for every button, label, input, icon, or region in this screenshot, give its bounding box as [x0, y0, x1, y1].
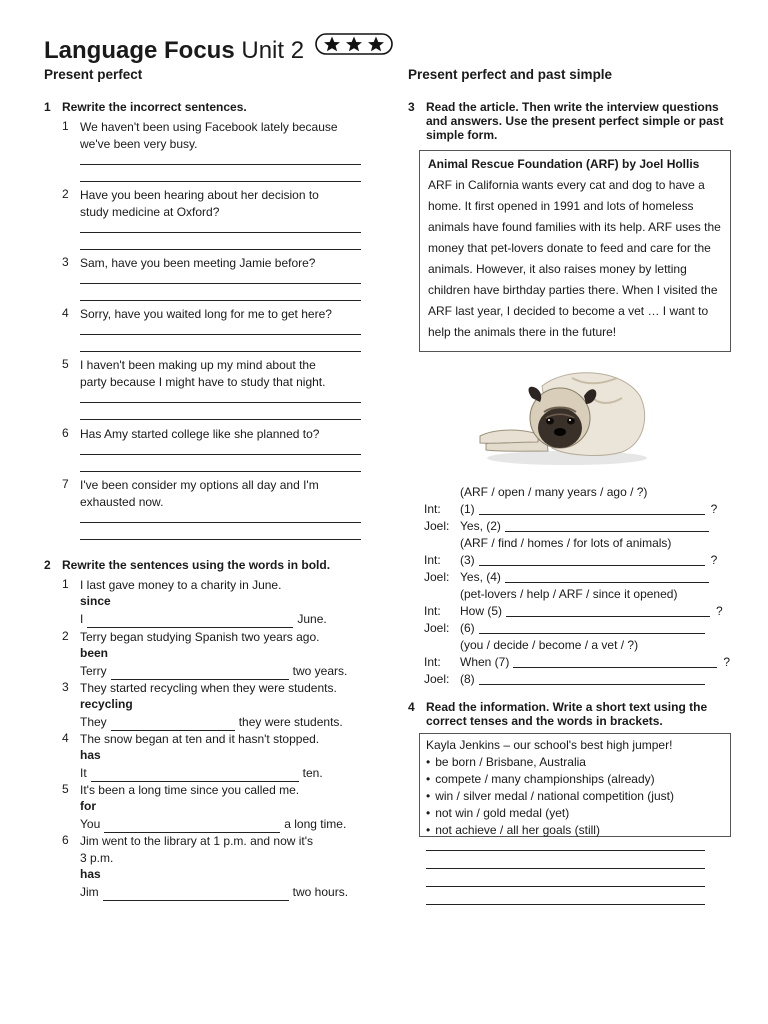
question-text [80, 187, 362, 221]
question-text [80, 477, 362, 511]
bullet-icon: • [426, 755, 431, 769]
answer-start: Yes, (2) [460, 519, 501, 533]
speaker-label-int: Int: [424, 502, 441, 516]
question-text: Terry began studying Spanish two years ago. [80, 630, 320, 644]
keyword: been [80, 646, 109, 660]
bullet-text: not achieve / all her goals (still) [435, 823, 600, 837]
answer-row [80, 663, 347, 680]
answer-start: You [80, 817, 101, 831]
info-bullet [426, 754, 724, 771]
question-text: They started recycling when they were students. [80, 681, 337, 695]
question-line-1: Have you been hearing about her decision to [80, 188, 319, 202]
question-text: It's been a long time since you called me. [80, 783, 300, 797]
exercise-1-heading [44, 100, 247, 114]
answer-start: Jim [80, 885, 99, 899]
question-line-1: I've been consider my options all day and I'm [80, 478, 319, 492]
answer-line[interactable] [80, 351, 361, 352]
keyword: has [80, 748, 101, 762]
interview-question [460, 552, 717, 569]
answer-blank[interactable] [111, 667, 289, 680]
question-blank[interactable] [506, 604, 710, 617]
answer-blank[interactable] [505, 570, 709, 583]
question-text: Jim went to the library at 1 p.m. and now it's [80, 834, 314, 848]
bullet-text: not win / gold medal (yet) [435, 806, 570, 820]
question-text [80, 255, 362, 272]
answer-line[interactable] [426, 850, 705, 851]
speaker-label-int: Int: [424, 604, 441, 618]
answer-start: It [80, 766, 87, 780]
keyword: recycling [80, 697, 133, 711]
question-number: 5 [62, 782, 69, 796]
keyword: has [80, 867, 101, 881]
question-text [80, 357, 362, 391]
exercise-instruction: Read the article. Then write the interview questions and answers. Use the present perfect simple or past simple form. [426, 100, 724, 142]
answer-line[interactable] [426, 868, 705, 869]
question-blank[interactable] [479, 502, 705, 515]
answer-blank[interactable] [479, 672, 705, 685]
three-star-icon [315, 33, 393, 55]
interview-answer [460, 569, 709, 586]
question-text [80, 119, 362, 153]
answer-row [80, 714, 343, 731]
keyword: for [80, 799, 96, 813]
answer-start: Yes, (4) [460, 570, 501, 584]
info-box-title: Kayla Jenkins – our school's best high jumper! [426, 738, 673, 752]
question-number: 6 [62, 426, 69, 440]
answer-line[interactable] [80, 522, 361, 523]
speaker-label-int: Int: [424, 553, 441, 567]
speaker-label-joel: Joel: [424, 570, 450, 584]
title-bold: Language Focus [44, 37, 235, 64]
info-box [419, 733, 731, 837]
answer-blank[interactable] [111, 718, 235, 731]
question-mark: ? [716, 604, 723, 618]
answer-line[interactable] [80, 249, 361, 250]
exercise-2-heading [44, 558, 330, 572]
answer-line[interactable] [80, 539, 361, 540]
exercise-3-heading [408, 100, 728, 142]
section-heading-present-perfect: Present perfect [44, 67, 143, 82]
answer-line[interactable] [80, 300, 361, 301]
question-number: 3 [62, 255, 69, 269]
question-line-1: Sorry, have you waited long for me to get here? [80, 307, 332, 321]
answer-line[interactable] [80, 164, 361, 165]
interview-prompt: (you / decide / become / a vet / ?) [460, 638, 639, 652]
answer-line[interactable] [80, 471, 361, 472]
article-body: ARF in California wants every cat and dog to have a home. It first opened in 1991 and lots of homeless animals have found families with its help. ARF uses the money that pet-lovers donate to feed and care for the animals. However, it also raises money by letting children have birthday parties there. When I visited the ARF last year, I decided to become a vet … I want to help the animals there in the future! [428, 178, 721, 339]
interview-question [460, 654, 730, 671]
exercise-number: 1 [44, 100, 51, 114]
bullet-text: win / silver medal / national competition (just) [435, 789, 674, 803]
answer-blank[interactable] [91, 769, 299, 782]
question-number: 6 [62, 833, 69, 847]
interview-answer [460, 518, 709, 535]
article-box [419, 150, 731, 352]
interview-prompt: (ARF / find / homes / for lots of animals) [460, 536, 672, 550]
answer-end: a long time. [284, 817, 347, 831]
page-title [44, 33, 393, 66]
interview-prompt: (ARF / open / many years / ago / ?) [460, 485, 648, 499]
answer-row [80, 884, 348, 901]
question-number: 2 [62, 187, 69, 201]
question-start: When (7) [460, 655, 510, 669]
bullet-text: compete / many championships (already) [435, 772, 655, 786]
speaker-label-joel: Joel: [424, 672, 450, 686]
interview-answer [460, 671, 705, 688]
answer-line[interactable] [80, 181, 361, 182]
answer-end: two hours. [292, 885, 349, 899]
question-number: 5 [62, 357, 69, 371]
answer-line[interactable] [80, 419, 361, 420]
bullet-icon: • [426, 806, 431, 820]
answer-end: they were students. [238, 715, 343, 729]
answer-end: two years. [292, 664, 348, 678]
question-number: 7 [62, 477, 69, 491]
exercise-number: 3 [408, 100, 415, 114]
speaker-label-joel: Joel: [424, 621, 450, 635]
info-bullet [426, 805, 724, 822]
keyword: since [80, 594, 111, 608]
title-unit: Unit 2 [241, 37, 305, 64]
answer-row [80, 611, 327, 628]
answer-line[interactable] [80, 454, 361, 455]
question-number: 4 [62, 731, 69, 745]
section-heading-present-perfect-past-simple: Present perfect and past simple [408, 67, 613, 82]
answer-start: I [80, 612, 84, 626]
interview-answer [460, 620, 705, 637]
question-line-1: Has Amy started college like she planned to? [80, 427, 320, 441]
answer-line[interactable] [426, 904, 705, 905]
answer-start: (6) [460, 621, 475, 635]
bullet-icon: • [426, 823, 431, 837]
bullet-text: be born / Brisbane, Australia [435, 755, 586, 769]
info-bullet [426, 771, 724, 788]
question-number: 4 [62, 306, 69, 320]
question-text [80, 426, 362, 443]
answer-line[interactable] [80, 402, 361, 403]
question-line-1: I haven't been making up my mind about the [80, 358, 316, 372]
info-bullet [426, 788, 724, 805]
question-text-continued: 3 p.m. [80, 851, 114, 865]
exercise-instruction: Rewrite the sentences using the words in bold. [62, 558, 331, 572]
question-text: I last gave money to a charity in June. [80, 578, 282, 592]
question-mark: ? [723, 655, 731, 669]
question-blank[interactable] [479, 553, 705, 566]
answer-blank[interactable] [479, 621, 705, 634]
question-text [80, 306, 362, 323]
bullet-icon: • [426, 789, 431, 803]
exercise-instruction: Rewrite the incorrect sentences. [62, 100, 247, 114]
answer-blank[interactable] [103, 888, 289, 901]
question-mark: ? [710, 502, 718, 516]
exercise-number: 4 [408, 700, 415, 714]
exercise-number: 2 [44, 558, 51, 572]
interview-question [460, 501, 717, 518]
answer-blank[interactable] [87, 615, 293, 628]
answer-blank[interactable] [505, 519, 709, 532]
question-number: 2 [62, 629, 69, 643]
info-bullet [426, 822, 724, 839]
answer-blank[interactable] [104, 820, 280, 833]
answer-line[interactable] [80, 334, 361, 335]
question-start: How (5) [460, 604, 503, 618]
pug-dog-image [472, 356, 652, 470]
answer-line[interactable] [80, 283, 361, 284]
bullet-icon: • [426, 772, 431, 786]
exercise-4-heading [408, 700, 728, 728]
answer-start: Terry [80, 664, 107, 678]
question-number: 3 [62, 680, 69, 694]
question-text: The snow began at ten and it hasn't stopped. [80, 732, 320, 746]
exercise-instruction: Read the information. Write a short text using the correct tenses and the words in brackets. [426, 700, 708, 728]
answer-end: ten. [302, 766, 323, 780]
article-title: Animal Rescue Foundation (ARF) by Joel Hollis [428, 157, 700, 171]
interview-question [460, 603, 723, 620]
question-line-2: party because I might have to study that night. [80, 375, 326, 389]
info-box-bullets [426, 754, 724, 839]
answer-start: (8) [460, 672, 475, 686]
answer-line[interactable] [80, 232, 361, 233]
answer-row [80, 765, 323, 782]
question-line-1: We haven't been using Facebook lately because [80, 120, 338, 134]
answer-end: June. [297, 612, 327, 626]
question-line-2: we've been very busy. [80, 137, 198, 151]
question-start: (3) [460, 553, 475, 567]
interview-prompt: (pet-lovers / help / ARF / since it opened) [460, 587, 678, 601]
question-number: 1 [62, 577, 69, 591]
answer-line[interactable] [426, 886, 705, 887]
question-number: 1 [62, 119, 69, 133]
speaker-label-int: Int: [424, 655, 441, 669]
question-start: (1) [460, 502, 475, 516]
answer-start: They [80, 715, 107, 729]
question-line-1: Sam, have you been meeting Jamie before? [80, 256, 316, 270]
question-line-2: exhausted now. [80, 495, 164, 509]
question-blank[interactable] [513, 655, 717, 668]
question-line-2: study medicine at Oxford? [80, 205, 220, 219]
question-mark: ? [710, 553, 718, 567]
speaker-label-joel: Joel: [424, 519, 450, 533]
answer-row [80, 816, 346, 833]
